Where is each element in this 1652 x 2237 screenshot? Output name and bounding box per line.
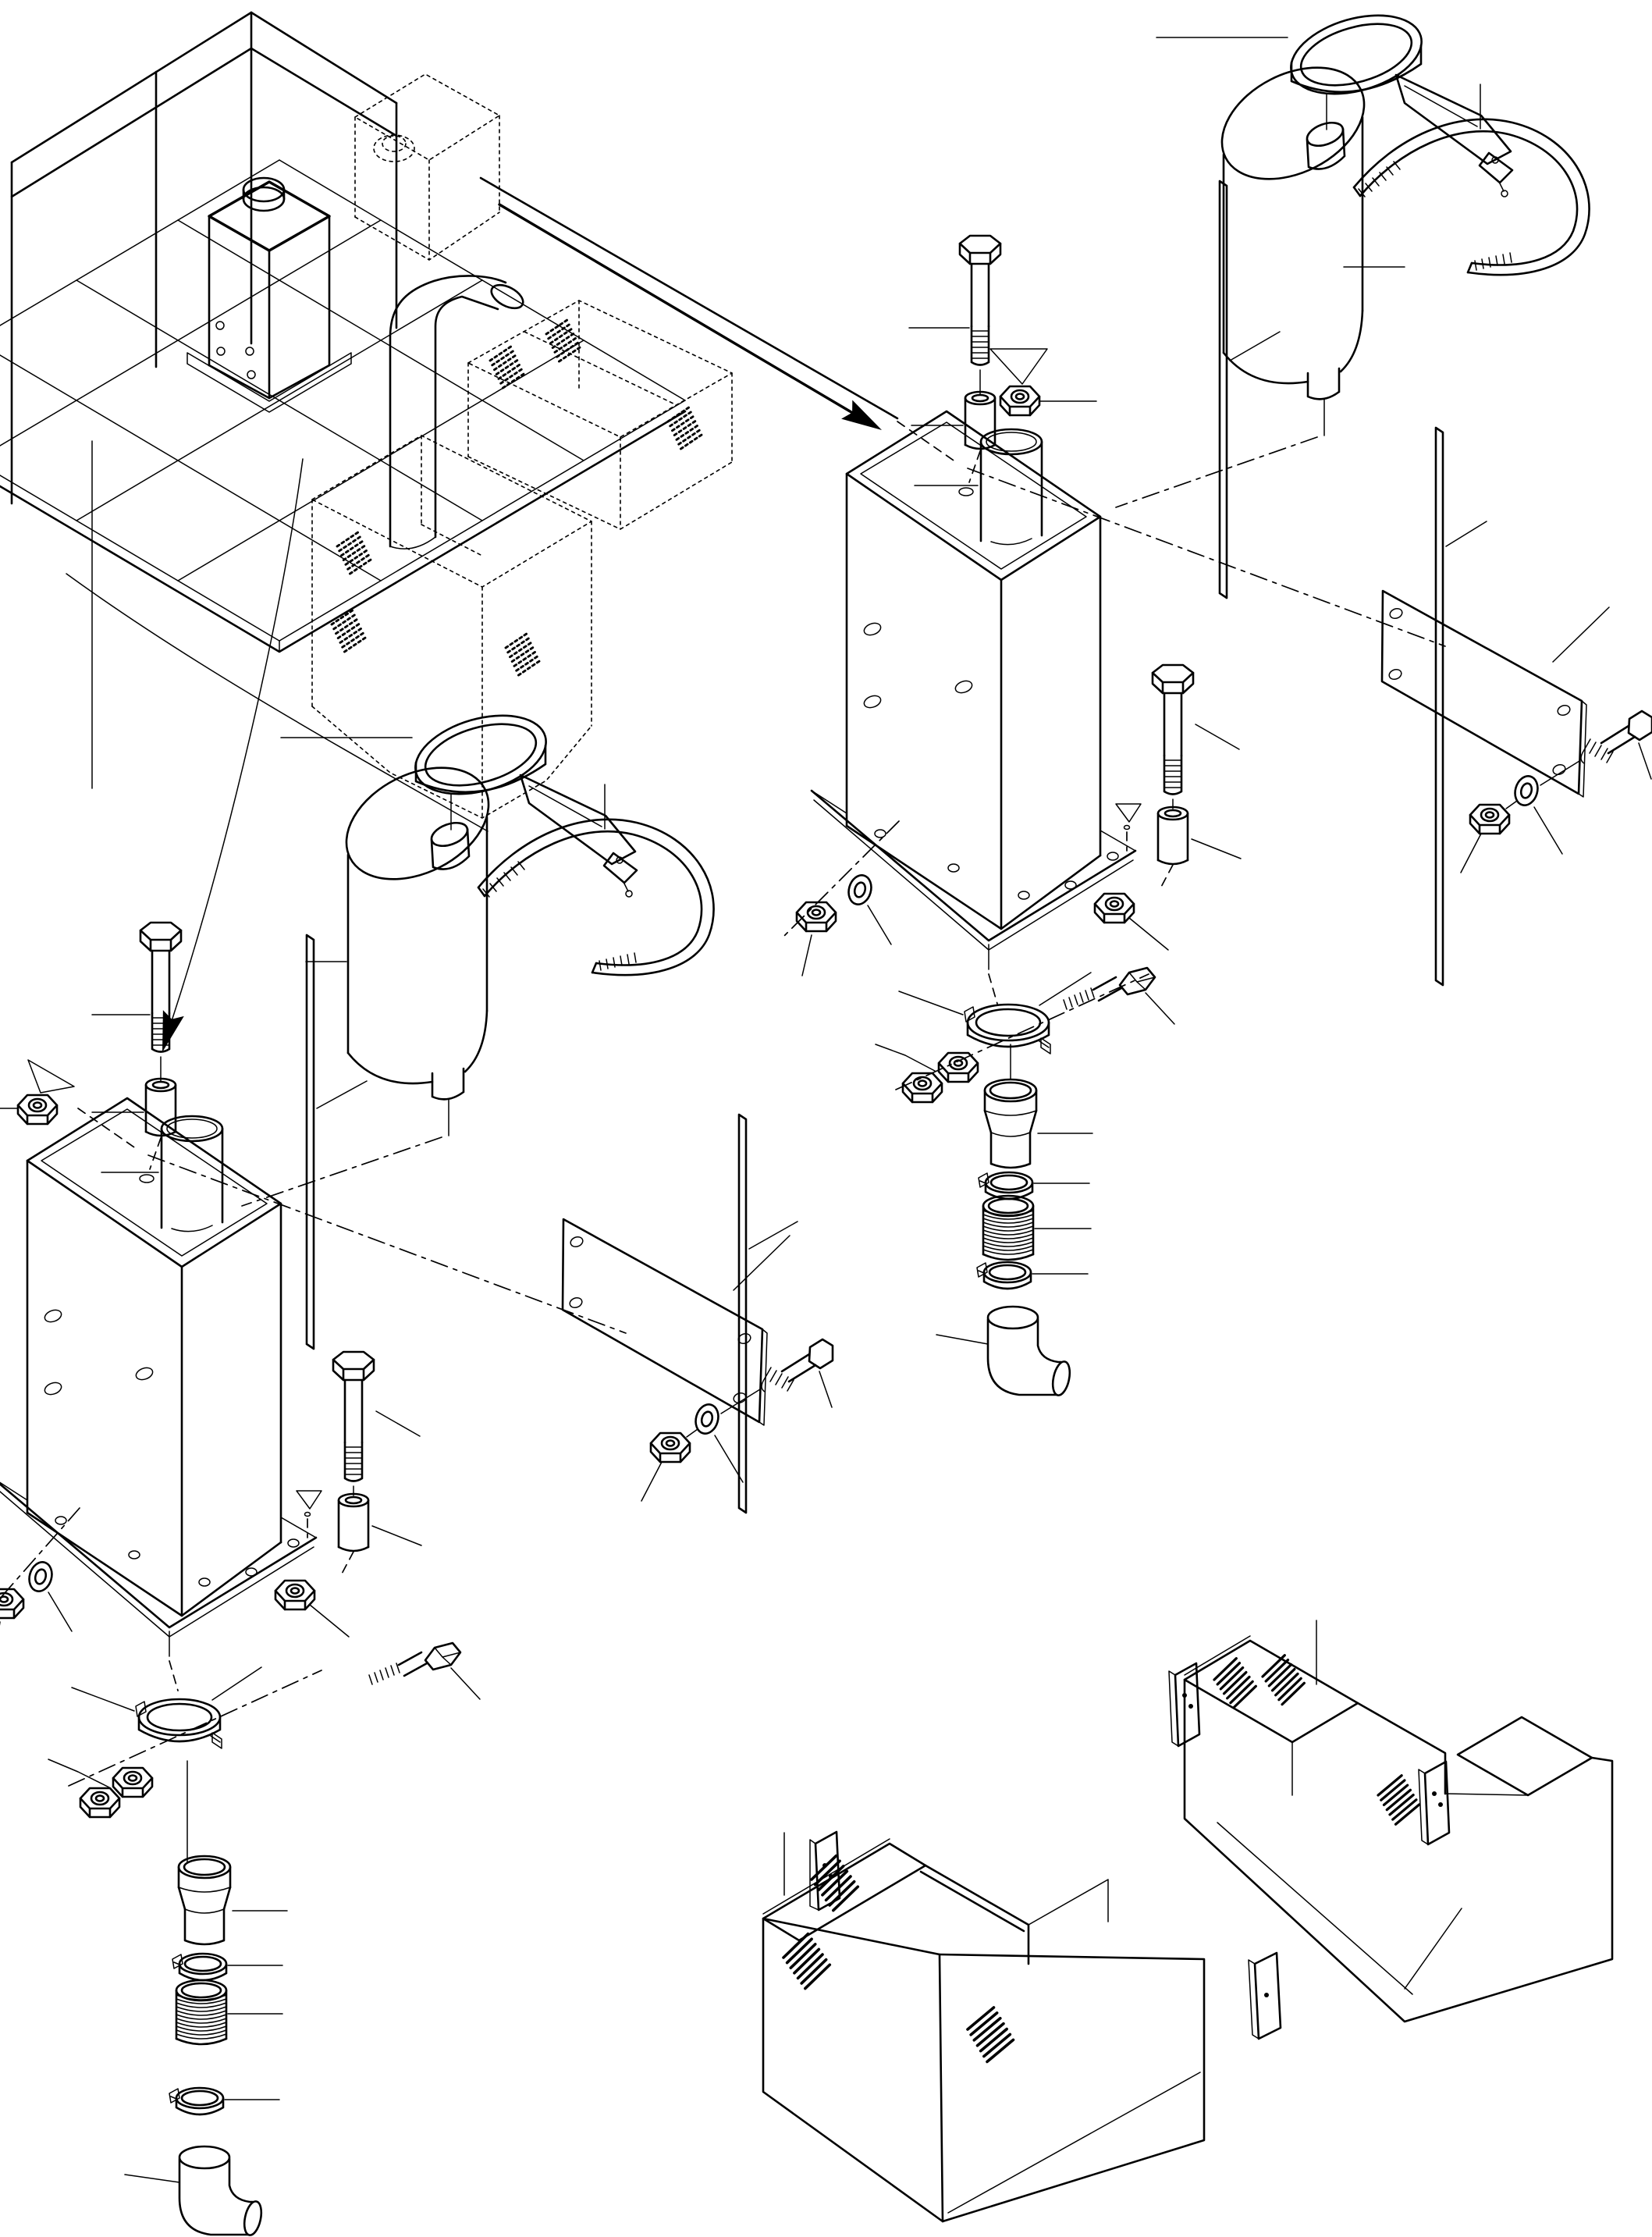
phantom-cover-box-lower [312, 436, 592, 818]
handrail [12, 12, 396, 503]
elbow-hose [988, 1307, 1072, 1397]
exploded-muffler-assembly-left [0, 702, 833, 2237]
reducer-pipe [985, 1079, 1036, 1168]
flange-hardware-left [0, 1508, 80, 1663]
spacer-side [339, 1494, 368, 1551]
flexible-pipe [983, 1196, 1033, 1260]
exhaust-chain-right [876, 968, 1174, 1397]
elbow-hose [179, 2146, 264, 2237]
flag-marker [990, 349, 1047, 384]
clamp-nut-1 [939, 1053, 978, 1082]
side-sheet-front [307, 935, 367, 1349]
band-clamp [965, 1005, 1050, 1054]
flange-nut-right [1095, 894, 1134, 923]
vented-cover-box-lower-right [1169, 1620, 1612, 2022]
clamp-nut-2 [903, 1073, 942, 1102]
flag-nut [18, 1095, 57, 1124]
hose-clamp-upper [172, 1954, 226, 1980]
clamp-nuts-leader-line [48, 1759, 109, 1787]
flange-hardware-left [782, 821, 899, 976]
side-sheet-rear [1436, 428, 1487, 985]
hex-bolt-upper [960, 236, 1000, 365]
hex-bolt-side [333, 1352, 374, 1481]
clamp-bolt [1064, 968, 1174, 1024]
washer [845, 873, 874, 907]
hex-bolt-upper [140, 923, 181, 1052]
side-sheet-front [1220, 181, 1280, 598]
clamp-nut-1 [113, 1768, 152, 1797]
exhaust-chain-left [48, 1643, 480, 2237]
hex-bolt-side [1153, 665, 1193, 795]
clamp-nuts-leader-line [876, 1044, 935, 1071]
side-sheet-rear [739, 1115, 798, 1513]
flag-nut [1000, 386, 1039, 415]
deck-platform [0, 160, 897, 652]
clamp-nut-2 [80, 1788, 119, 1817]
machine-body-contour [66, 441, 488, 831]
clamp-bolt [369, 1643, 480, 1699]
exploded-muffler-assembly-right [782, 2, 1652, 1397]
hose-clamp-lower [169, 2088, 223, 2114]
spacer-side [1158, 807, 1188, 864]
reducer-pipe [179, 1856, 230, 1944]
flag-marker [28, 1060, 74, 1093]
locator-arrow-right [499, 204, 887, 439]
vented-cover-box-lower-left [763, 1832, 1281, 2221]
machine-deck-overview [0, 12, 897, 1055]
exhaust-stack-pipe [390, 276, 527, 549]
installed-muffler-enclosure [187, 178, 351, 412]
flange-nut-right [275, 1581, 314, 1609]
flexible-pipe [176, 1980, 226, 2044]
locator-arrow-left [152, 459, 303, 1055]
band-clamp [136, 1699, 222, 1748]
angle-bracket [1249, 1953, 1281, 2039]
hydraulic-tank-ghost [355, 74, 499, 260]
hose-clamp-lower [977, 1262, 1031, 1289]
side-mount-hardware [275, 1352, 421, 1637]
side-mount-hardware [1095, 665, 1241, 950]
